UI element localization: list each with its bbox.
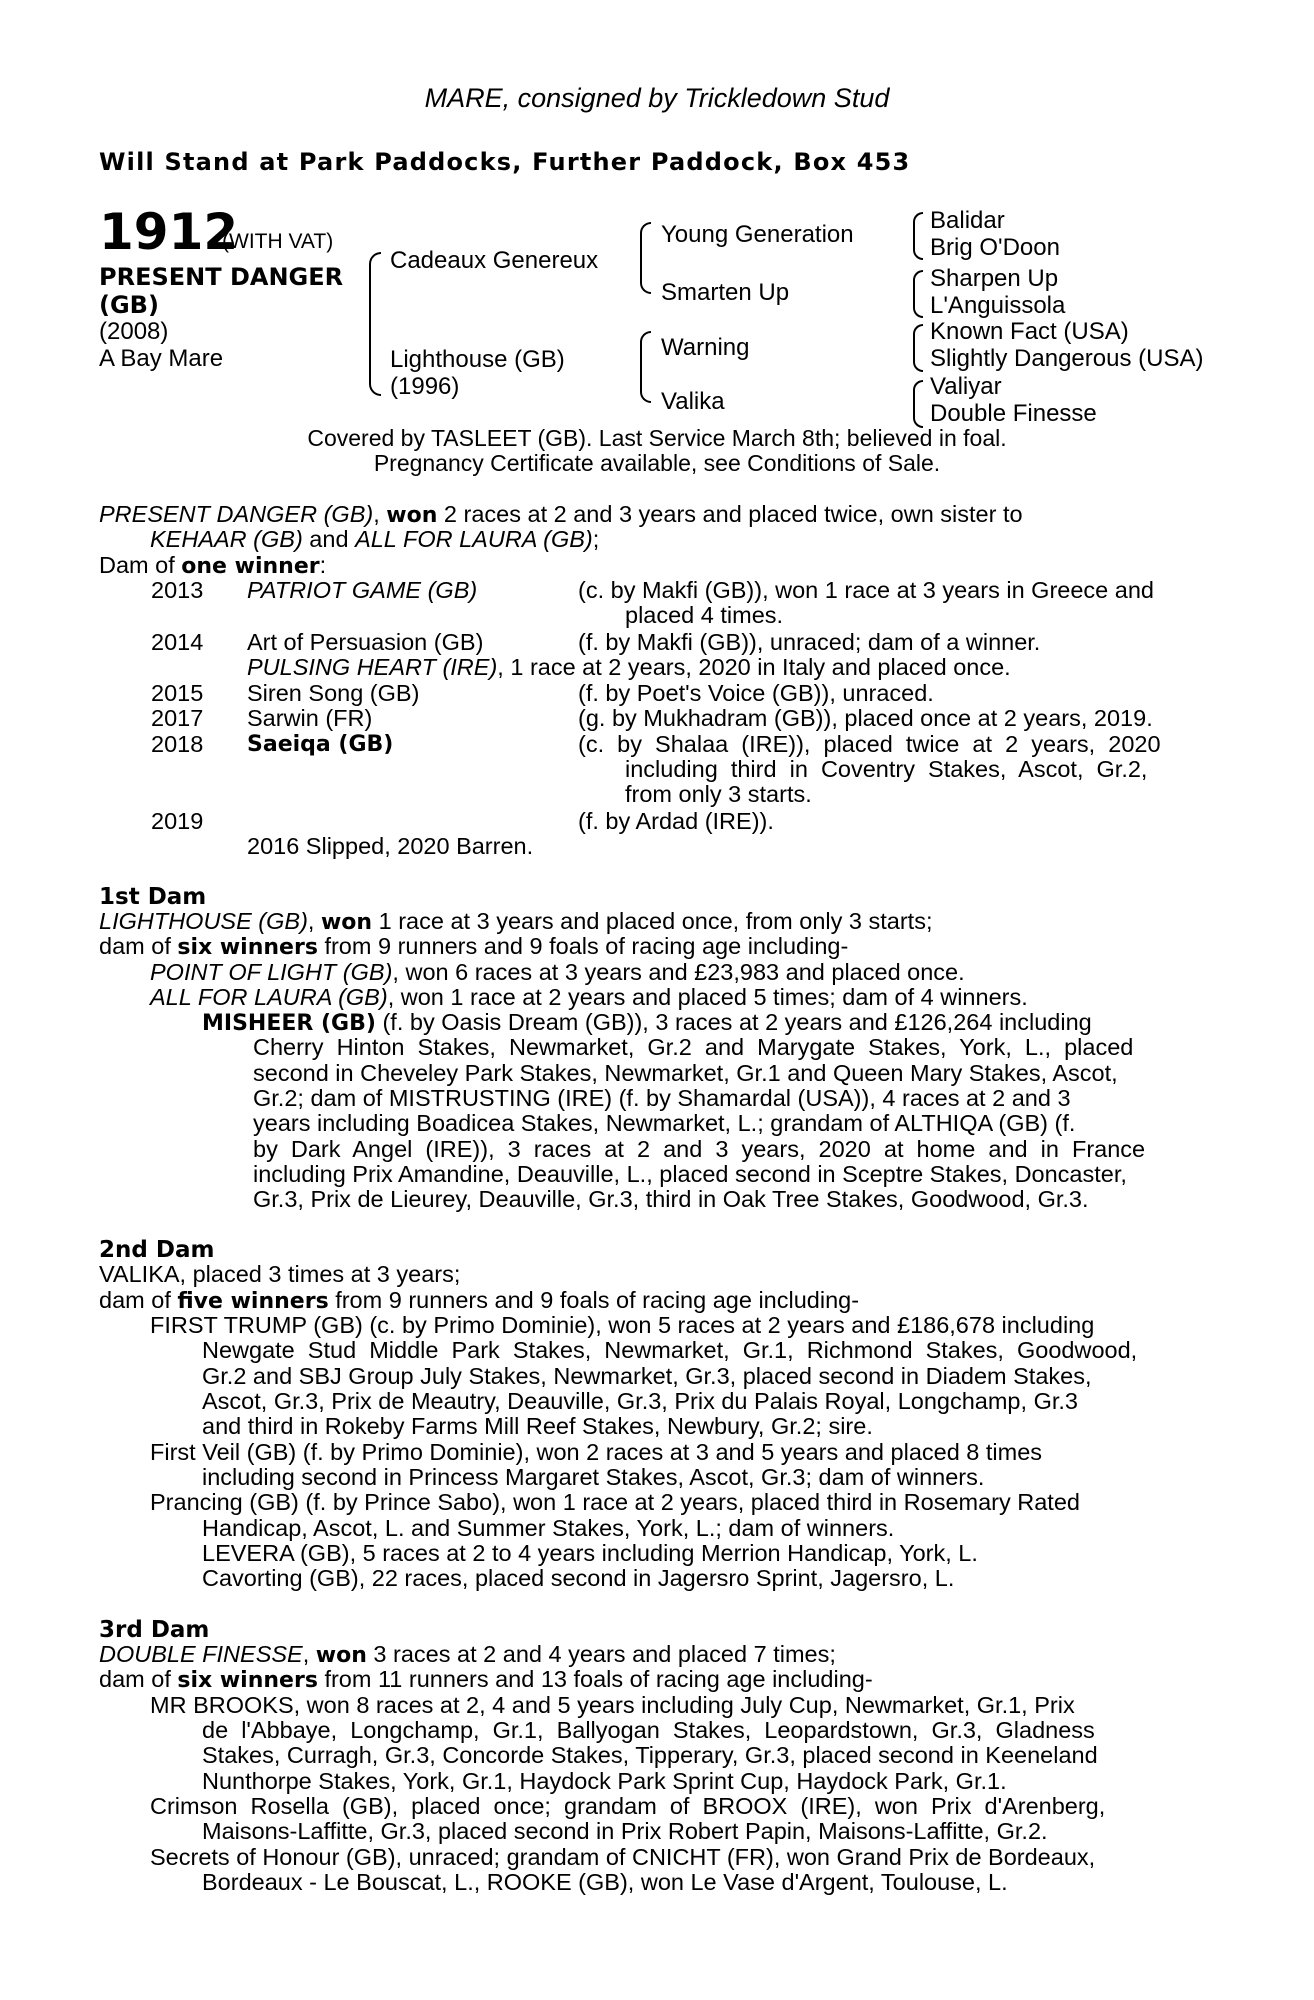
misheer-line-7: including Prix Amandine, Deauville, L., placed second in Sceptre Stakes, Doncaster,: [253, 1161, 1127, 1187]
first-dam-record: 1 race at 3 years and placed once, from only 3 starts;: [372, 908, 933, 934]
slipped-barren: 2016 Slipped, 2020 Barren.: [247, 833, 534, 859]
dam-of-line: [99, 553, 326, 580]
horse-year: (2008): [99, 318, 169, 345]
pedigree-g2: Brig O'Doon: [930, 234, 1060, 261]
misheer-line-6: by Dark Angel (IRE)), 3 races at 2 and 3 years, 2020 at home and in France: [253, 1136, 1146, 1162]
lot-number: 1912: [99, 203, 239, 261]
pedigree-dam-sire: Warning: [661, 334, 750, 361]
sibling-end: ;: [592, 526, 600, 552]
mare-intro: PRESENT DANGER (GB), won 2 races at 2 and 3 years and placed twice, own sister to: [99, 501, 1023, 528]
winners-count: five winners: [177, 1289, 329, 1314]
produce-detail-3: from only 3 starts.: [625, 781, 812, 807]
produce-name: Siren Song (GB): [247, 680, 420, 706]
winners-count: six winners: [177, 935, 318, 960]
third-dam-offspring-line: Secrets of Honour (GB), unraced; grandam of CNICHT (FR), won Grand Prix de Bordeaux,: [150, 1844, 1096, 1870]
horse-name: [99, 263, 343, 319]
second-dam-offspring-line: Handicap, Ascot, L. and Summer Stakes, York, L.; dam of winners.: [202, 1515, 895, 1541]
produce-detail: (f. by Makfi (GB)), unraced; dam of a winner.: [578, 629, 1041, 655]
pedigree-brace-2b: [640, 331, 651, 403]
produce-year: 2014: [151, 629, 204, 655]
pedigree-brace-3c: [913, 324, 923, 372]
dam-of-rest: from 9 runners and 9 foals of racing age including-: [317, 933, 849, 959]
pedigree-brace-3b: [913, 270, 923, 318]
second-dam-line-1: VALIKA, placed 3 times at 3 years;: [99, 1261, 461, 1287]
third-dam-name: DOUBLE FINESSE: [99, 1641, 303, 1667]
produce-year: 2015: [151, 680, 204, 706]
pedigree-dam-year: (1996): [390, 373, 460, 400]
offspring-name: POINT OF LIGHT (GB): [150, 959, 393, 985]
first-dam-heading: 1st Dam: [99, 884, 207, 910]
misheer-line-2: Cherry Hinton Stakes, Newmarket, Gr.2 and Marygate Stakes, York, L., placed: [253, 1034, 1134, 1060]
misheer-line-8: Gr.3, Prix de Lieurey, Deauville, Gr.3, third in Oak Tree Stakes, Goodwood, Gr.3.: [253, 1186, 1089, 1212]
pedigree-g1: Balidar: [930, 207, 1005, 234]
pedigree-dam-dam: Valika: [661, 388, 725, 415]
second-dam-offspring-line: Cavorting (GB), 22 races, placed second in Jagersro Sprint, Jagersro, L.: [202, 1565, 955, 1591]
misheer-line-1: [202, 1010, 1092, 1037]
offspring-name: ALL FOR LAURA (GB): [150, 984, 388, 1010]
misheer-text: (f. by Oasis Dream (GB)), 3 races at 2 years and £126,264 including: [375, 1009, 1092, 1035]
mare-siblings: [150, 527, 599, 553]
stand-location: Will Stand at Park Paddocks, Further Paddock, Box 453: [99, 148, 911, 176]
horse-description: A Bay Mare: [99, 345, 224, 372]
second-dam-offspring-line: including second in Princess Margaret Stakes, Ascot, Gr.3; dam of winners.: [202, 1464, 985, 1490]
won-label: won: [386, 503, 438, 528]
mare-intro-text: 2 races at 2 and 3 years and placed twice, own sister to: [437, 501, 1023, 527]
produce-detail-2: placed 4 times.: [625, 602, 784, 628]
dam-of-text: Dam of: [99, 552, 182, 578]
second-dam-offspring-line: LEVERA (GB), 5 races at 2 to 4 years including Merrion Handicap, York, L.: [202, 1540, 978, 1566]
third-dam-offspring-line: Stakes, Curragh, Gr.3, Concorde Stakes, Tipperary, Gr.3, placed second in Keeneland: [202, 1742, 1098, 1768]
produce-detail: (f. by Poet's Voice (GB)), unraced.: [578, 680, 934, 706]
first-dam-name: LIGHTHOUSE (GB): [99, 908, 308, 934]
third-dam-offspring-line: de l'Abbaye, Longchamp, Gr.1, Ballyogan Stakes, Leopardstown, Gr.3, Gladness: [202, 1717, 1095, 1743]
won-label: won: [315, 1643, 367, 1668]
pedigree-g4: L'Anguissola: [930, 292, 1066, 319]
third-dam-record: 3 races at 2 and 4 years and placed 7 times;: [366, 1641, 836, 1667]
dam-of-text: dam of: [99, 1287, 178, 1313]
third-dam-heading: 3rd Dam: [99, 1617, 210, 1643]
mare-name: PRESENT DANGER (GB): [99, 501, 374, 527]
pedigree-sire-dam: Smarten Up: [661, 279, 790, 306]
sibling-2: ALL FOR LAURA (GB): [355, 526, 593, 552]
produce-year: 2017: [151, 705, 204, 731]
sibling-1: KEHAAR (GB): [150, 526, 303, 552]
dam-of-text: dam of: [99, 1666, 178, 1692]
misheer-line-4: Gr.2; dam of MISTRUSTING (IRE) (f. by Shamardal (USA)), 4 races at 2 and 3: [253, 1085, 1071, 1111]
pedigree-g7: Valiyar: [930, 373, 1002, 400]
covered-line-1: Covered by TASLEET (GB). Last Service March 8th; believed in foal.: [307, 425, 1007, 451]
second-dam-offspring-line: Prancing (GB) (f. by Prince Sabo), won 1 race at 2 years, placed third in Rosemary Rated: [150, 1489, 1080, 1515]
pedigree-g3: Sharpen Up: [930, 265, 1059, 292]
first-dam-line-2: [99, 934, 848, 961]
second-dam-offspring-line: and third in Rokeby Farms Mill Reef Stakes, Newbury, Gr.2; sire.: [202, 1413, 873, 1439]
consignor-heading: MARE, consigned by Trickledown Stud: [424, 83, 890, 113]
produce-year: 2013: [151, 577, 204, 603]
pedigree-g8: Double Finesse: [930, 400, 1097, 427]
horse-name-line1: PRESENT DANGER: [99, 263, 344, 291]
dam-of-rest: from 11 runners and 13 foals of racing age including-: [317, 1666, 873, 1692]
produce-detail: (f. by Ardad (IRE)).: [578, 808, 774, 834]
dam-of-text: dam of: [99, 933, 178, 959]
third-dam-offspring-line: Maisons-Laffitte, Gr.3, placed second in Prix Robert Papin, Maisons-Laffitte, Gr.2.: [202, 1818, 1048, 1844]
covered-line-2: Pregnancy Certificate available, see Conditions of Sale.: [373, 450, 941, 476]
second-dam-line-2: [99, 1288, 859, 1315]
first-dam-line-3: [150, 960, 965, 986]
third-dam-offspring-line: Nunthorpe Stakes, York, Gr.1, Haydock Park Sprint Cup, Haydock Park, Gr.1.: [202, 1768, 1007, 1794]
second-dam-offspring-line: Ascot, Gr.3, Prix de Meautry, Deauville, Gr.3, Prix du Palais Royal, Longchamp, Gr.3: [202, 1388, 1078, 1414]
second-dam-offspring-line: Gr.2 and SBJ Group July Stakes, Newmarket, Gr.3, placed second in Diadem Stakes,: [202, 1363, 1092, 1389]
pedigree-sire: Cadeaux Genereux: [390, 247, 599, 274]
produce-year: 2019: [151, 808, 204, 834]
pedigree-brace-1: [369, 252, 381, 396]
horse-name-line2: (GB): [99, 291, 159, 319]
first-dam-line-4: [150, 985, 1028, 1011]
third-dam-offspring-line: Crimson Rosella (GB), placed once; grandam of BROOX (IRE), won Prix d'Arenberg,: [150, 1793, 1106, 1819]
dam-of-colon: :: [319, 552, 327, 578]
second-dam-heading: 2nd Dam: [99, 1237, 215, 1263]
pulsing-heart-name: PULSING HEART (IRE): [247, 654, 498, 680]
dam-of-count: one winner: [181, 554, 320, 579]
sep: ,: [307, 908, 321, 934]
pedigree-g6: Slightly Dangerous (USA): [930, 345, 1204, 372]
pedigree-brace-2a: [640, 222, 651, 294]
pulsing-heart-detail: , 1 race at 2 years, 2020 in Italy and placed once.: [497, 654, 1011, 680]
sep: ,: [302, 1641, 316, 1667]
pedigree-sire-sire: Young Generation: [661, 221, 854, 248]
produce-year: 2018: [151, 731, 204, 757]
second-dam-offspring-line: FIRST TRUMP (GB) (c. by Primo Dominie), won 5 races at 2 years and £186,678 including: [150, 1312, 1095, 1338]
second-dam-offspring-line: First Veil (GB) (f. by Primo Dominie), won 2 races at 3 and 5 years and placed 8 times: [150, 1439, 1043, 1465]
winners-count: six winners: [177, 1668, 318, 1693]
dam-of-rest: from 9 runners and 9 foals of racing age including-: [328, 1287, 860, 1313]
produce-name: Sarwin (FR): [247, 705, 373, 731]
produce-name: Saeiqa (GB): [247, 732, 394, 757]
sibling-sep: and: [302, 526, 356, 552]
misheer-name: MISHEER (GB): [202, 1011, 376, 1036]
pedigree-dam: Lighthouse (GB): [390, 346, 565, 373]
produce-detail: (c. by Shalaa (IRE)), placed twice at 2 years, 2020: [578, 731, 1161, 757]
won-label: won: [320, 910, 373, 935]
pedigree-brace-3a: [913, 212, 923, 260]
third-dam-offspring-line: Bordeaux - Le Bouscat, L., ROOKE (GB), won Le Vase d'Argent, Toulouse, L.: [202, 1869, 1008, 1895]
first-dam-line-1: [99, 909, 932, 936]
third-dam-line-2: [99, 1667, 873, 1694]
produce-name: PATRIOT GAME (GB): [247, 577, 478, 603]
offspring-record: , won 6 races at 3 years and £23,983 and placed once.: [392, 959, 965, 985]
produce-detail: (c. by Makfi (GB)), won 1 race at 3 years in Greece and: [578, 577, 1154, 603]
misheer-line-3: second in Cheveley Park Stakes, Newmarket, Gr.1 and Queen Mary Stakes, Ascot,: [253, 1060, 1118, 1086]
pedigree-brace-3d: [913, 380, 923, 428]
second-dam-offspring-line: Newgate Stud Middle Park Stakes, Newmarket, Gr.1, Richmond Stakes, Goodwood,: [202, 1337, 1138, 1363]
third-dam-line-1: [99, 1642, 836, 1669]
produce-name: Art of Persuasion (GB): [247, 629, 484, 655]
offspring-record: , won 1 race at 2 years and placed 5 times; dam of 4 winners.: [387, 984, 1028, 1010]
pulsing-heart-line: [247, 655, 1011, 681]
produce-detail: (g. by Mukhadram (GB)), placed once at 2 years, 2019.: [578, 705, 1153, 731]
produce-detail-2: including third in Coventry Stakes, Ascot, Gr.2,: [625, 756, 1148, 782]
third-dam-offspring-line: MR BROOKS, won 8 races at 2, 4 and 5 years including July Cup, Newmarket, Gr.1, Prix: [150, 1692, 1075, 1718]
pedigree-g5: Known Fact (USA): [930, 318, 1129, 345]
misheer-line-5: years including Boadicea Stakes, Newmarket, L.; grandam of ALTHIQA (GB) (f.: [253, 1110, 1076, 1136]
vat-note: (WITH VAT): [222, 230, 334, 253]
